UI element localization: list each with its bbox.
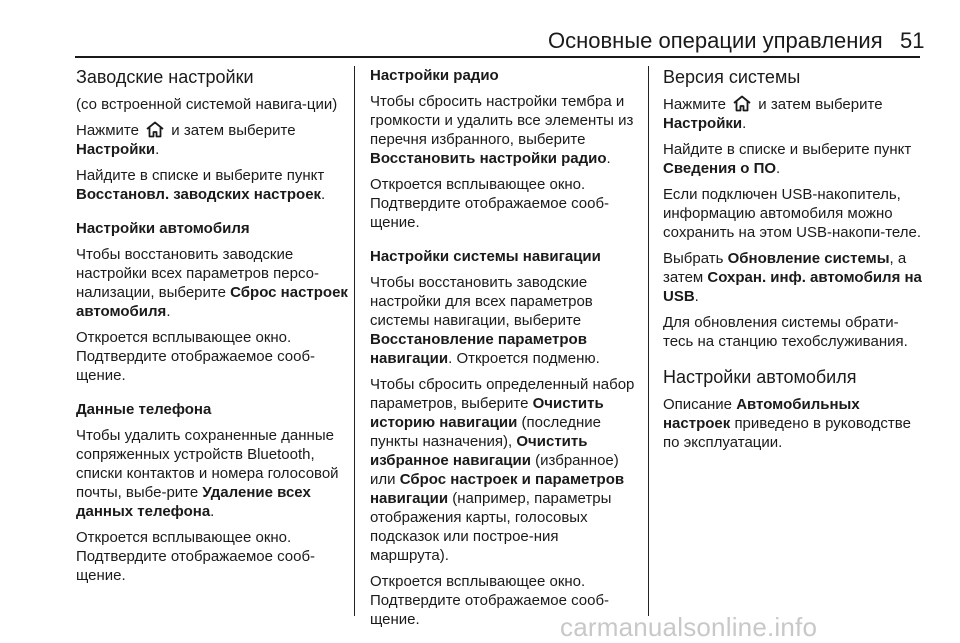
service-text: Для обновления системы обрати-тесь на станцию техобслуживания.: [663, 314, 908, 350]
delete-phone-data-option: Удаление всех данных телефона: [76, 484, 311, 520]
find-instruction-2: Найдите в списке и выберите пункт Сведения о ПО.: [663, 141, 912, 177]
factory-settings-heading: Заводские настройки: [76, 67, 254, 87]
page-title: Основные операции управления: [548, 28, 883, 53]
column-divider-1: [354, 66, 355, 616]
restore-factory-option: Восстановл. заводских настроек: [76, 186, 322, 203]
clear-nav-favorites-option: Очистить избранное навигации: [370, 433, 588, 469]
restore-radio-option: Восстановить настройки радио: [370, 150, 607, 167]
usb-text: Если подключен USB-накопитель, информацию автомобиля можно сохранить на этом USB-накопи-теле.: [663, 186, 922, 241]
page-number: 51: [900, 28, 925, 53]
popup-confirm-text-3: Откроется всплывающее окно. Подтвердите отображаемое сооб-щение.: [370, 176, 610, 231]
radio-settings-title: Настройки радио: [370, 67, 499, 84]
car-settings-title: Настройки автомобиля: [76, 220, 250, 237]
software-info-option: Сведения о ПО: [663, 160, 777, 177]
save-vehicle-info-option: Сохран. инф. автомобиля на USB: [663, 269, 922, 305]
popup-confirm-text: Откроется всплывающее окно. Подтвердите отображаемое сооб-щение.: [76, 329, 316, 384]
settings-menu-name: Настройки: [76, 141, 156, 158]
radio-settings-text: Чтобы сбросить настройки тембра и громкости и удалить все элементы из перечня избранного, выберите Восстановить настройки радио.: [370, 93, 634, 167]
nav-settings-text: Чтобы восстановить заводские настройки для всех параметров системы навигации, выберите Восстановление параметров навигации. Откроется подменю.: [370, 274, 600, 367]
popup-confirm-text-4: Откроется всплывающее окно. Подтвердите отображаемое сооб-щение.: [370, 573, 610, 628]
system-update-option: Обновление системы: [727, 250, 890, 267]
phone-data-title: Данные телефона: [76, 401, 212, 418]
nav-selective-text: Чтобы сбросить определенный набор параметров, выберите Очистить историю навигации (последние пункты назначения), Очистить избранное навигации (избранное) или Сброс настроек и параметров навигации (например, параметры отображения карты, голосовых подсказок или построе-ния маршрута).: [370, 376, 635, 564]
column-divider-2: [648, 66, 649, 616]
car-settings-text: Чтобы восстановить заводские настройки всех параметров персо-нализации, выберите Сброс настроек автомобиля.: [76, 246, 348, 320]
nav-settings-title: Настройки системы навигации: [370, 248, 601, 265]
car-settings-description: Описание Автомобильных настроек приведено в руководстве по эксплуатации.: [663, 396, 911, 451]
factory-settings-subtitle: (со встроенной системой навига-ции): [76, 96, 338, 113]
phone-data-text: Чтобы удалить сохраненные данные сопряженных устройств Bluetooth, списки контактов и номера голосовой почты, выбе-рите Удаление всех данных телефона.: [76, 427, 339, 520]
system-version-heading: Версия системы: [663, 67, 801, 87]
watermark: carmanualsonline.info: [560, 612, 818, 642]
car-settings-heading: Настройки автомобиля: [663, 367, 857, 387]
press-home-instruction: Нажмите и затем выберите Настройки.: [76, 122, 296, 158]
page-header: [0, 0, 960, 56]
vehicle-settings-term: Автомобильных настроек: [663, 396, 860, 432]
home-icon: [145, 121, 165, 138]
header-rule: [75, 56, 920, 58]
reset-car-settings-option: Сброс настроек автомобиля: [76, 284, 348, 320]
restore-nav-option: Восстановление параметров навигации: [370, 331, 587, 367]
settings-menu-name: Настройки: [663, 115, 743, 132]
reset-nav-params-option: Сброс настроек и параметров навигации: [370, 471, 625, 507]
find-instruction: Найдите в списке и выберите пункт Восстановл. заводских настроек.: [76, 167, 326, 203]
press-home-instruction-2: Нажмите и затем выберите Настройки.: [663, 96, 883, 132]
clear-nav-history-option: Очистить историю навигации: [370, 395, 604, 431]
column-2: [370, 66, 638, 636]
column-3: [663, 66, 925, 459]
popup-confirm-text-2: Откроется всплывающее окно. Подтвердите отображаемое сооб-щение.: [76, 529, 316, 584]
column-1: [76, 66, 348, 592]
home-icon: [732, 95, 752, 112]
system-update-text: Выбрать Обновление системы, а затем Сохран. инф. автомобиля на USB.: [663, 250, 922, 305]
